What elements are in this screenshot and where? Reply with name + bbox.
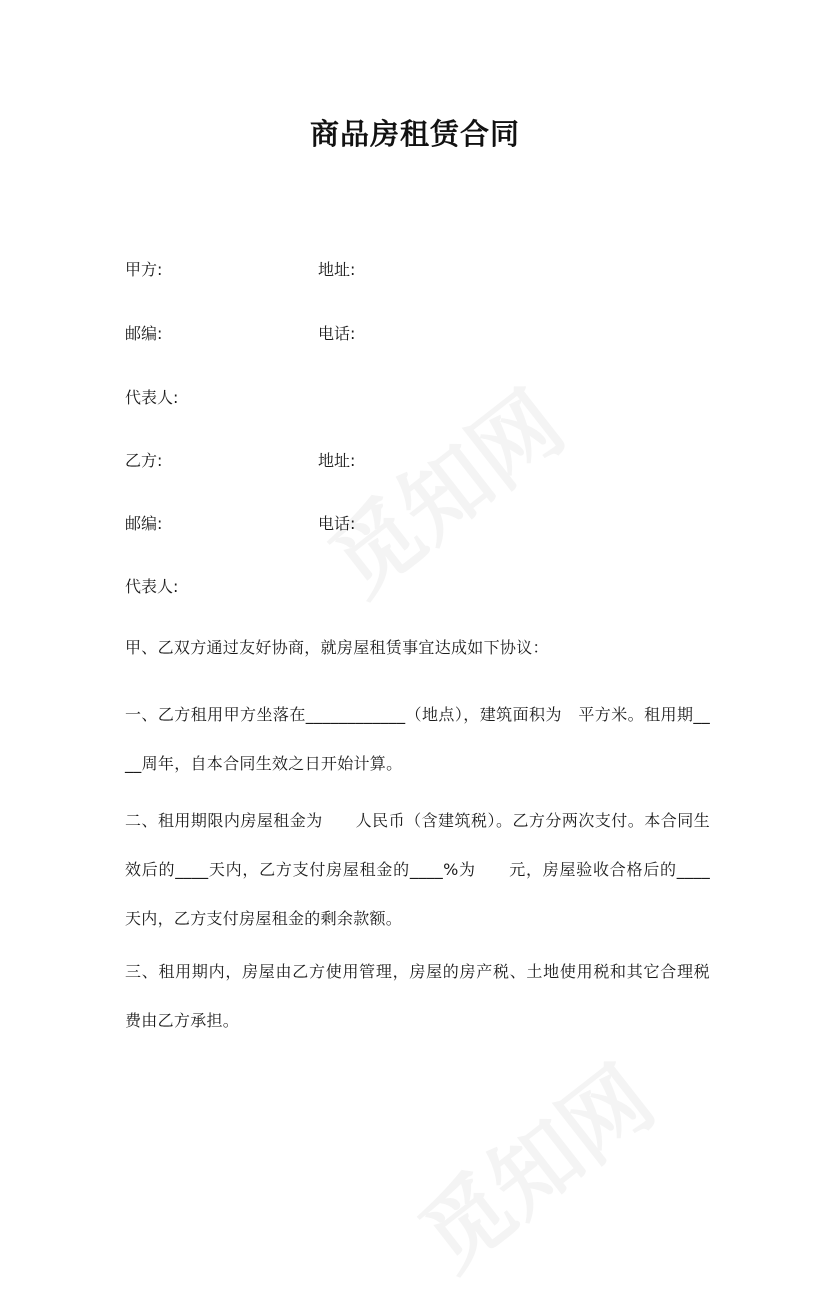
- party-a-name-label: 甲方:: [125, 260, 163, 279]
- clause-1-paragraph: 一、乙方租用甲方坐落在____________（地点），建筑面积为 平方米。租用期____周年，自本合同生效之日开始计算。: [125, 705, 710, 773]
- intro-paragraph: 甲、乙双方通过友好协商，就房屋租赁事宜达成如下协议：: [125, 638, 549, 657]
- party-b-postcode-label: 邮编:: [125, 514, 163, 533]
- document-title: 商品房租赁合同: [309, 117, 520, 151]
- watermark: [300, 357, 586, 619]
- party-a-phone-label: 电话:: [318, 324, 356, 343]
- clause-3-paragraph: 三、租用期内，房屋由乙方使用管理，房屋的房产税、土地使用税和其它合理税费由乙方承担。: [125, 962, 710, 1030]
- watermark: [390, 1032, 676, 1294]
- party-a-postcode-label: 邮编:: [125, 324, 163, 343]
- party-a-representative-label: 代表人:: [125, 388, 179, 407]
- party-a-address-label: 地址:: [318, 260, 356, 279]
- party-b-representative-label: 代表人:: [125, 577, 179, 596]
- party-b-phone-label: 电话:: [318, 514, 356, 533]
- party-b-address-label: 地址:: [318, 451, 356, 470]
- party-b-name-label: 乙方:: [125, 451, 163, 470]
- clause-2-paragraph: 二、租用期限内房屋租金为 人民币（含建筑税）。乙方分两次支付。本合同生效后的____天内，乙方支付房屋租金的____%为 元，房屋验收合格后的____天内，乙方支付房屋租金的剩余款额。: [125, 811, 710, 928]
